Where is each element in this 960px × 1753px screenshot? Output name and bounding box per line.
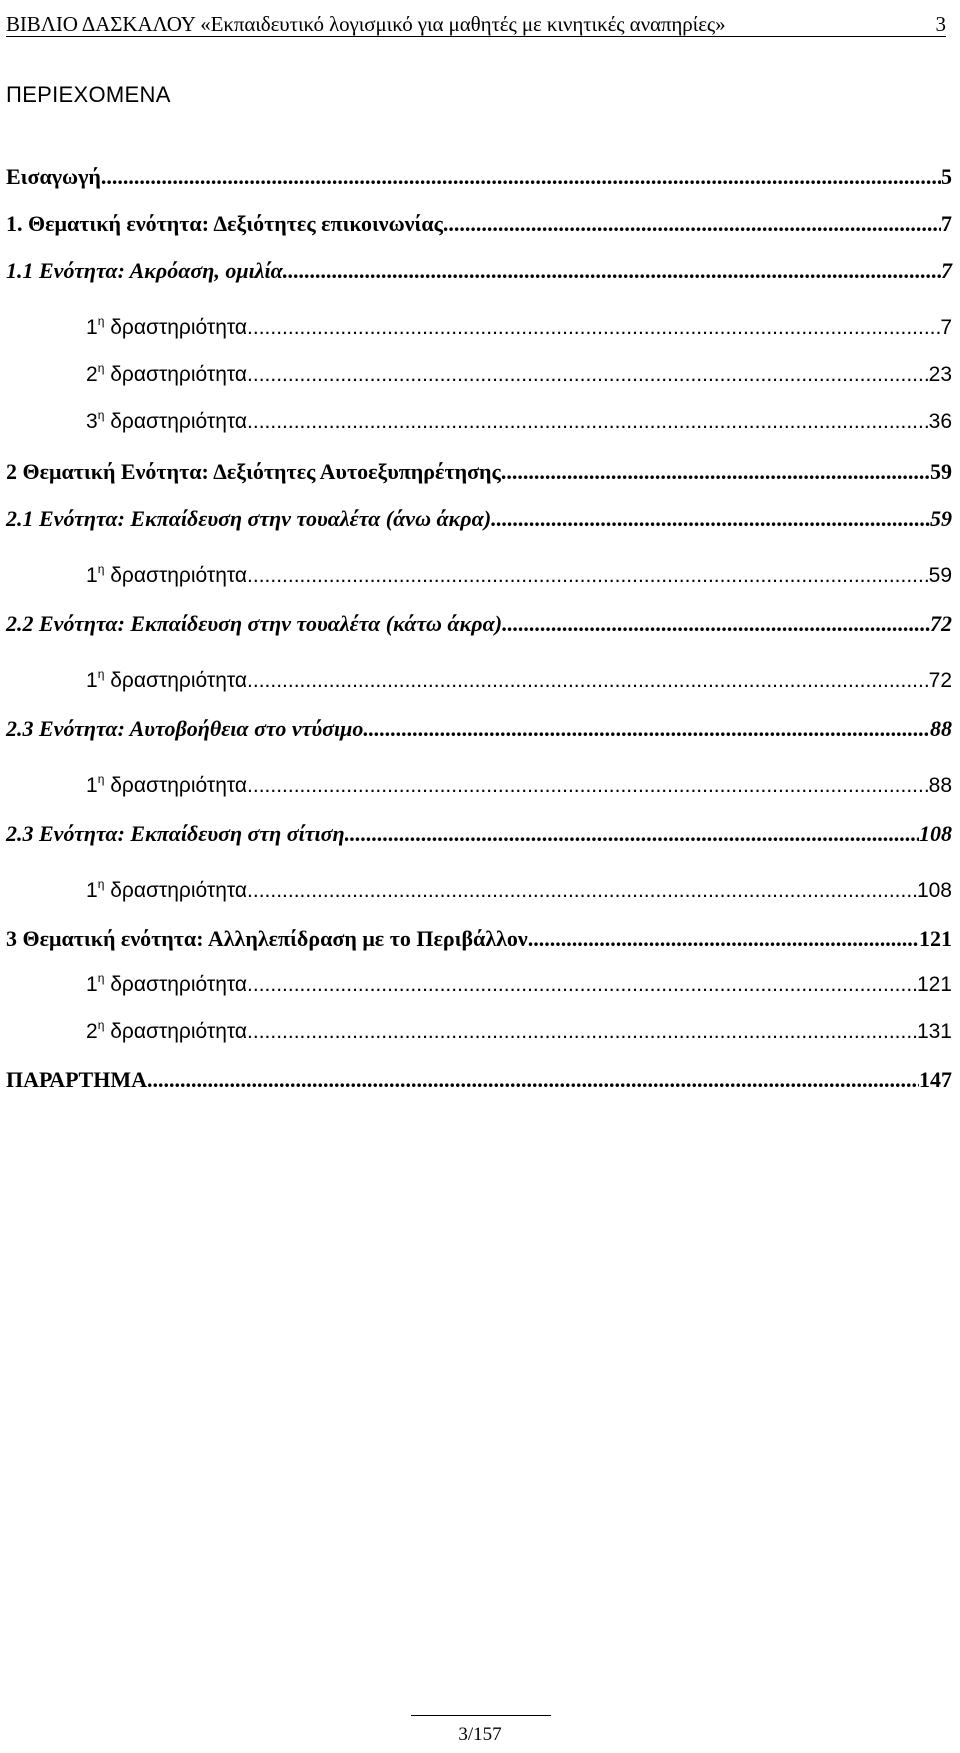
toc-entry-label: 2.3 Ενότητα: Εκπαίδευση στη σίτιση bbox=[6, 821, 345, 846]
toc-entry-section-3[interactable] bbox=[6, 926, 952, 954]
toc-entry-activity[interactable] bbox=[86, 774, 952, 802]
toc-entry-ordinal: 2 bbox=[86, 363, 98, 386]
toc-heading: ΠΕΡΙΕΧΟΜΕΝΑ bbox=[6, 82, 171, 107]
toc-entry-activity[interactable] bbox=[86, 879, 952, 907]
toc-entry-ordinal-suffix: η bbox=[97, 408, 105, 422]
toc-entry-ordinal: 1 bbox=[86, 774, 98, 797]
toc-entry-ordinal: 1 bbox=[86, 316, 98, 339]
toc-entry-activity[interactable] bbox=[86, 669, 952, 697]
running-header bbox=[6, 10, 946, 37]
toc-entry-section-2[interactable] bbox=[6, 459, 952, 487]
toc-entry-page: 7 bbox=[941, 211, 952, 236]
toc-entry-ordinal: 1 bbox=[86, 669, 98, 692]
toc-entry-page: 59 bbox=[930, 506, 952, 531]
toc-entry-page: 72 bbox=[930, 611, 952, 636]
toc-entry-activity[interactable] bbox=[86, 564, 952, 592]
toc-entry-ordinal-suffix: η bbox=[97, 562, 105, 576]
toc-entry-page: 72 bbox=[928, 669, 952, 692]
toc-entry-ordinal-suffix: η bbox=[97, 1018, 105, 1032]
toc-entry-appendix[interactable] bbox=[6, 1067, 952, 1095]
toc-entry-ordinal: 1 bbox=[86, 879, 98, 902]
toc-entry-activity[interactable] bbox=[86, 1020, 952, 1048]
toc-entry-page: 7 bbox=[941, 258, 952, 283]
toc-entry-label: 2.3 Ενότητα: Αυτοβοήθεια στο ντύσιμο bbox=[6, 716, 364, 741]
toc-entry-ordinal: 1 bbox=[86, 973, 98, 996]
header-title: ΒΙΒΛΙΟ ΔΑΣΚΑΛΟΥ «Εκπαιδευτικό λογισμικό για μαθητές με κινητικές αναπηρίες» bbox=[6, 12, 726, 36]
toc-entry-activity[interactable] bbox=[86, 363, 952, 391]
toc-entry-label: 3 Θεματική ενότητα: Αλληλεπίδραση με το Περιβάλλον bbox=[6, 926, 528, 951]
toc-entry-page: 88 bbox=[928, 774, 952, 797]
toc-entry-unit-2-2[interactable] bbox=[6, 611, 952, 639]
toc-entry-label: δραστηριότητα bbox=[110, 363, 248, 386]
toc-entry-label: δραστηριότητα bbox=[110, 316, 248, 339]
toc-entry-label: 1.1 Ενότητα: Ακρόαση, ομιλία bbox=[6, 258, 283, 283]
toc-entry-ordinal: 1 bbox=[86, 564, 98, 587]
header-page-number: 3 bbox=[935, 12, 946, 36]
toc-entry-label: ΠΑΡΑΡΤΗΜΑ bbox=[6, 1067, 147, 1092]
toc-entry-page: 88 bbox=[930, 716, 952, 741]
toc-entry-page: 5 bbox=[941, 164, 952, 189]
toc-entry-label: δραστηριότητα bbox=[110, 669, 248, 692]
toc-entry-ordinal-suffix: η bbox=[97, 314, 105, 328]
toc-entry-label: Εισαγωγή bbox=[6, 164, 101, 189]
toc-entry-label: 2 Θεματική Ενότητα: Δεξιότητες Αυτοεξυπηρέτησης bbox=[6, 459, 501, 484]
toc-entry-page: 121 bbox=[916, 973, 952, 996]
toc-entry-activity[interactable] bbox=[86, 316, 952, 344]
toc-entry-ordinal-suffix: η bbox=[97, 772, 105, 786]
toc-entry-label: δραστηριότητα bbox=[110, 774, 248, 797]
toc-entry-unit-2-3b[interactable] bbox=[6, 821, 952, 849]
toc-entry-page: 108 bbox=[919, 821, 952, 846]
footer-divider bbox=[411, 1715, 551, 1716]
toc-entry-ordinal-suffix: η bbox=[97, 971, 105, 985]
toc-entry-label: 1. Θεματική ενότητα: Δεξιότητες επικοινωνίας bbox=[6, 211, 443, 236]
toc-entry-page: 131 bbox=[916, 1020, 952, 1043]
toc-entry-unit-2-1[interactable] bbox=[6, 506, 952, 534]
toc-entry-activity[interactable] bbox=[86, 410, 952, 438]
toc-entry-ordinal: 2 bbox=[86, 1020, 98, 1043]
toc-entry-page: 36 bbox=[928, 410, 952, 433]
toc-entry-page: 121 bbox=[919, 926, 952, 951]
toc-entry-ordinal-suffix: η bbox=[97, 667, 105, 681]
toc-entry-unit-2-3[interactable] bbox=[6, 716, 952, 744]
toc-entry-label: δραστηριότητα bbox=[110, 973, 248, 996]
toc-entry-unit-1-1[interactable] bbox=[6, 258, 952, 286]
toc-entry-introduction[interactable] bbox=[6, 164, 952, 192]
toc-entry-page: 59 bbox=[930, 459, 952, 484]
page-indicator: 3/157 bbox=[458, 1724, 502, 1745]
toc-entry-ordinal-suffix: η bbox=[97, 361, 105, 375]
toc-entry-activity[interactable] bbox=[86, 973, 952, 1001]
toc-entry-page: 59 bbox=[928, 564, 952, 587]
toc-entry-label: δραστηριότητα bbox=[110, 879, 248, 902]
toc-entry-label: 2.1 Ενότητα: Εκπαίδευση στην τουαλέτα (άνω άκρα) bbox=[6, 506, 492, 531]
toc-entry-ordinal: 3 bbox=[86, 410, 98, 433]
toc-entry-section-1[interactable] bbox=[6, 211, 952, 239]
toc-entry-page: 108 bbox=[916, 879, 952, 902]
toc-entry-label: 2.2 Ενότητα: Εκπαίδευση στην τουαλέτα (κάτω άκρα) bbox=[6, 611, 503, 636]
toc-entry-page: 147 bbox=[919, 1067, 952, 1092]
toc-entry-label: δραστηριότητα bbox=[110, 564, 248, 587]
toc-entry-ordinal-suffix: η bbox=[97, 877, 105, 891]
toc-entry-page: 7 bbox=[940, 316, 952, 339]
toc-entry-label: δραστηριότητα bbox=[110, 410, 248, 433]
toc-entry-label: δραστηριότητα bbox=[110, 1020, 248, 1043]
toc-entry-page: 23 bbox=[928, 363, 952, 386]
